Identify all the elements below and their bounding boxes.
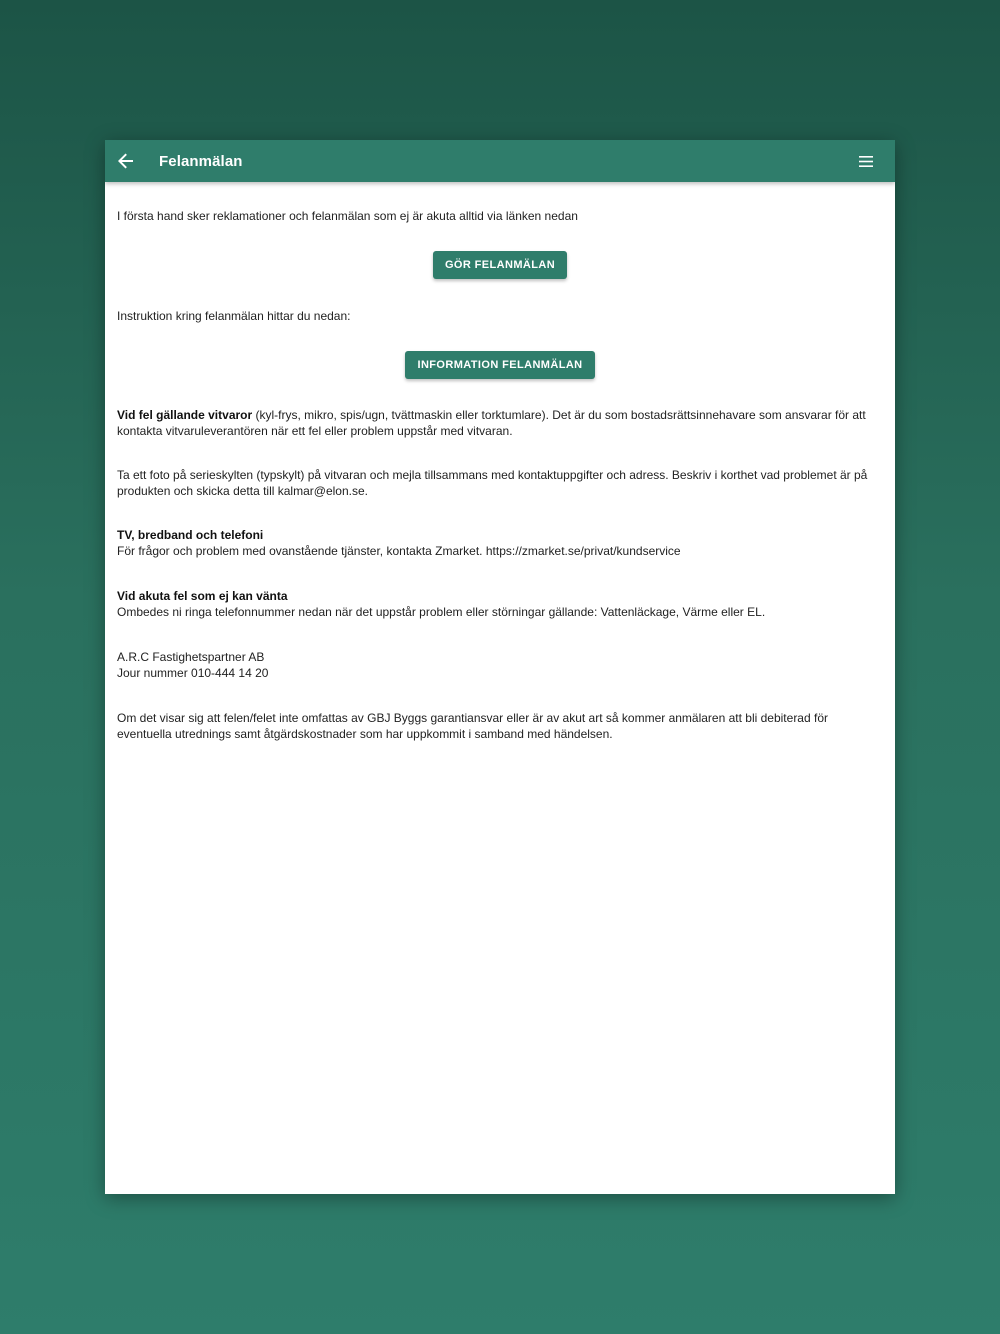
report-fault-button[interactable]: GÖR FELANMÄLAN bbox=[433, 251, 567, 279]
menu-button[interactable] bbox=[845, 140, 887, 182]
info-button-row bbox=[117, 351, 883, 379]
photo-instructions: Ta ett foto på serieskylten (typskylt) på vitvaran och mejla tillsammans med kontaktuppgifter och adress. Beskriv i korthet vad problemet är på produkten och skicka detta till kalmar@elon.se. bbox=[117, 468, 868, 498]
contact-section bbox=[117, 649, 883, 681]
tv-section bbox=[117, 527, 883, 559]
app-bar bbox=[105, 140, 895, 182]
fault-info-button[interactable]: INFORMATION FELANMÄLAN bbox=[405, 351, 594, 379]
contact-phone: Jour nummer 010-444 14 20 bbox=[117, 666, 269, 680]
urgent-text: Ombedes ni ringa telefonnummer nedan när det uppstår problem eller störningar gällande: Vattenläckage, Värme eller EL. bbox=[117, 605, 766, 619]
appliances-text: (kyl-frys, mikro, spis/ugn, tvättmaskin eller torktumlare). Det är du som bostadsrättsinnehavare som ansvarar för att kontakta vitvaruleverantören när ett fel eller problem uppstår med vitvaran. bbox=[117, 408, 866, 438]
app-screen bbox=[105, 140, 895, 1194]
disclaimer-text: Om det visar sig att felen/felet inte omfattas av GBJ Byggs garantiansvar eller är av akut art så kommer anmälaren att bli debiterad för eventuella utrednings samt åtgärdskostnader som har uppkommit i samband med händelsen. bbox=[117, 711, 828, 741]
urgent-section bbox=[117, 588, 883, 620]
content-area bbox=[105, 182, 895, 742]
contact-company: A.R.C Fastighetspartner AB bbox=[117, 650, 265, 664]
intro-text: I första hand sker reklamationer och felanmälan som ej är akuta alltid via länken nedan bbox=[117, 209, 578, 223]
instruction-text: Instruktion kring felanmälan hittar du nedan: bbox=[117, 309, 351, 323]
report-button-row bbox=[117, 251, 883, 279]
urgent-heading: Vid akuta fel som ej kan vänta bbox=[117, 589, 288, 603]
appliances-heading: Vid fel gällande vitvaror bbox=[117, 408, 253, 422]
hamburger-menu-icon bbox=[859, 156, 873, 167]
appliances-paragraph bbox=[117, 407, 883, 439]
tv-text: För frågor och problem med ovanstående tjänster, kontakta Zmarket. https://zmarket.se/privat/kundservice bbox=[117, 544, 681, 558]
arrow-left-icon bbox=[118, 153, 134, 169]
tv-heading: TV, bredband och telefoni bbox=[117, 528, 264, 542]
back-button[interactable] bbox=[105, 140, 147, 182]
page-title: Felanmälan bbox=[159, 152, 243, 170]
